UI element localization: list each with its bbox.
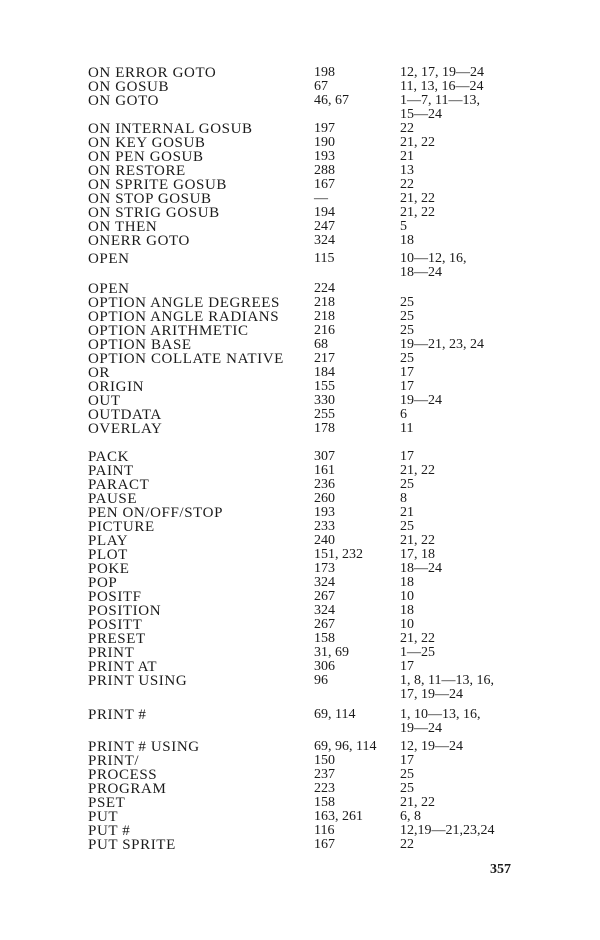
entry-pages: 267 [314, 589, 335, 604]
entry-pages: 306 [314, 659, 335, 674]
entry-keyword: OPTION BASE [88, 337, 192, 353]
entry-keyword: ON INTERNAL GOSUB [88, 121, 253, 137]
entry-tables: 25 [400, 767, 414, 782]
entry-tables: 25 [400, 309, 414, 324]
entry-keyword: POKE [88, 561, 130, 577]
entry-pages: 330 [314, 393, 335, 408]
entry-pages: 184 [314, 365, 335, 380]
entry-tables: 8 [400, 491, 407, 506]
entry-tables: 25 [400, 781, 414, 796]
entry-keyword: PARACT [88, 477, 150, 493]
entry-tables: 21 [400, 149, 414, 164]
entry-pages: 223 [314, 781, 335, 796]
entry-keyword: PUT SPRITE [88, 837, 176, 853]
page-number: 357 [490, 862, 511, 877]
entry-keyword: PROGRAM [88, 781, 167, 797]
entry-keyword: OPTION ANGLE DEGREES [88, 295, 280, 311]
entry-pages: 236 [314, 477, 335, 492]
entry-tables: 22 [400, 121, 414, 136]
entry-keyword: OPEN [88, 251, 130, 267]
entry-tables: 6 [400, 407, 407, 422]
entry-pages: 224 [314, 281, 335, 296]
entry-tables: 1, 8, 11—13, 16, 17, 19—24 [400, 673, 494, 702]
entry-tables: 18 [400, 233, 414, 248]
entry-pages: 233 [314, 519, 335, 534]
entry-keyword: PRINT # USING [88, 739, 200, 755]
entry-keyword: PRINT AT [88, 659, 158, 675]
entry-keyword: ON GOSUB [88, 79, 170, 95]
entry-keyword: ON SPRITE GOSUB [88, 177, 228, 193]
entry-keyword: PRINT USING [88, 673, 188, 689]
entry-pages: 197 [314, 121, 335, 136]
entry-pages: 115 [314, 251, 335, 266]
entry-pages: 193 [314, 505, 335, 520]
entry-tables: 17 [400, 659, 414, 674]
entry-pages: 260 [314, 491, 335, 506]
entry-tables: 18—24 [400, 561, 442, 576]
entry-pages: 151, 232 [314, 547, 363, 562]
entry-keyword: PAUSE [88, 491, 138, 507]
entry-keyword: POSITT [88, 617, 143, 633]
entry-pages: 46, 67 [314, 93, 349, 108]
entry-pages: 267 [314, 617, 335, 632]
entry-keyword: PACK [88, 449, 130, 465]
entry-tables: 25 [400, 351, 414, 366]
entry-pages: 31, 69 [314, 645, 349, 660]
entry-keyword: OR [88, 365, 111, 381]
entry-keyword: OUTDATA [88, 407, 162, 423]
entry-keyword: PRINT/ [88, 753, 140, 769]
entry-pages: 216 [314, 323, 335, 338]
entry-tables: 12, 19—24 [400, 739, 463, 754]
entry-tables: 1, 10—13, 16, 19—24 [400, 707, 481, 736]
entry-keyword: PSET [88, 795, 126, 811]
entry-pages: 198 [314, 65, 335, 80]
entry-tables: 21, 22 [400, 205, 435, 220]
entry-tables: 19—24 [400, 393, 442, 408]
entry-pages: 155 [314, 379, 335, 394]
entry-pages: 217 [314, 351, 335, 366]
entry-keyword: PICTURE [88, 519, 155, 535]
entry-keyword: ON THEN [88, 219, 158, 235]
entry-tables: 21, 22 [400, 191, 435, 206]
entry-pages: 68 [314, 337, 328, 352]
entry-tables: 5 [400, 219, 407, 234]
entry-tables: 18 [400, 603, 414, 618]
entry-pages: 69, 96, 114 [314, 739, 377, 754]
entry-pages: 167 [314, 177, 335, 192]
entry-tables: 13 [400, 163, 414, 178]
entry-pages: 324 [314, 575, 335, 590]
entry-tables: 1—25 [400, 645, 435, 660]
entry-pages: 190 [314, 135, 335, 150]
entry-tables: 25 [400, 323, 414, 338]
entry-keyword: PUT [88, 809, 119, 825]
entry-tables: 19—21, 23, 24 [400, 337, 484, 352]
entry-keyword: OPTION ANGLE RADIANS [88, 309, 280, 325]
entry-tables: 17 [400, 449, 414, 464]
entry-tables: 21, 22 [400, 795, 435, 810]
entry-tables: 22 [400, 837, 414, 852]
entry-pages: 194 [314, 205, 335, 220]
entry-pages: 307 [314, 449, 335, 464]
entry-keyword: POSITION [88, 603, 162, 619]
entry-keyword: PRINT # [88, 707, 147, 723]
entry-tables: 12,19—21,23,24 [400, 823, 495, 838]
entry-tables: 10—12, 16, 18—24 [400, 251, 467, 280]
entry-tables: 17 [400, 753, 414, 768]
entry-pages: 255 [314, 407, 335, 422]
entry-keyword: ONERR GOTO [88, 233, 190, 249]
entry-keyword: OPTION ARITHMETIC [88, 323, 249, 339]
entry-pages: 193 [314, 149, 335, 164]
entry-keyword: PRINT [88, 645, 135, 661]
entry-pages: 163, 261 [314, 809, 363, 824]
entry-keyword: OPTION COLLATE NATIVE [88, 351, 284, 367]
entry-tables: 17, 18 [400, 547, 435, 562]
entry-keyword: ON STOP GOSUB [88, 191, 212, 207]
entry-keyword: ON PEN GOSUB [88, 149, 204, 165]
entry-tables: 11 [400, 421, 414, 436]
entry-pages: 116 [314, 823, 335, 838]
entry-keyword: PLAY [88, 533, 129, 549]
entry-keyword: ON GOTO [88, 93, 160, 109]
entry-keyword: OUT [88, 393, 121, 409]
entry-pages: 218 [314, 295, 335, 310]
entry-tables: 21, 22 [400, 533, 435, 548]
entry-pages: — [314, 191, 328, 206]
entry-keyword: PLOT [88, 547, 128, 563]
entry-pages: 324 [314, 603, 335, 618]
entry-tables: 21 [400, 505, 414, 520]
entry-keyword: ON KEY GOSUB [88, 135, 206, 151]
entry-tables: 17 [400, 365, 414, 380]
entry-tables: 25 [400, 477, 414, 492]
entry-pages: 173 [314, 561, 335, 576]
entry-keyword: PRESET [88, 631, 146, 647]
entry-tables: 12, 17, 19—24 [400, 65, 484, 80]
entry-tables: 25 [400, 295, 414, 310]
entry-keyword: ON STRIG GOSUB [88, 205, 220, 221]
entry-pages: 218 [314, 309, 335, 324]
entry-pages: 161 [314, 463, 335, 478]
entry-tables: 17 [400, 379, 414, 394]
entry-pages: 158 [314, 795, 335, 810]
entry-tables: 1—7, 11—13, 15—24 [400, 93, 480, 122]
entry-keyword: POP [88, 575, 118, 591]
entry-tables: 10 [400, 617, 414, 632]
entry-keyword: ORIGIN [88, 379, 145, 395]
entry-keyword: PAINT [88, 463, 134, 479]
entry-tables: 21, 22 [400, 631, 435, 646]
entry-tables: 10 [400, 589, 414, 604]
entry-keyword: OPEN [88, 281, 130, 297]
entry-keyword: PUT # [88, 823, 131, 839]
entry-pages: 240 [314, 533, 335, 548]
entry-pages: 158 [314, 631, 335, 646]
entry-pages: 237 [314, 767, 335, 782]
entry-tables: 18 [400, 575, 414, 590]
entry-pages: 247 [314, 219, 335, 234]
entry-pages: 324 [314, 233, 335, 248]
entry-keyword: ON RESTORE [88, 163, 186, 179]
entry-pages: 288 [314, 163, 335, 178]
entry-pages: 69, 114 [314, 707, 356, 722]
entry-tables: 6, 8 [400, 809, 421, 824]
entry-pages: 96 [314, 673, 328, 688]
entry-keyword: OVERLAY [88, 421, 163, 437]
entry-tables: 21, 22 [400, 463, 435, 478]
entry-tables: 25 [400, 519, 414, 534]
entry-pages: 167 [314, 837, 335, 852]
entry-keyword: ON ERROR GOTO [88, 65, 217, 81]
entry-tables: 21, 22 [400, 135, 435, 150]
entry-tables: 22 [400, 177, 414, 192]
entry-pages: 150 [314, 753, 335, 768]
entry-keyword: PEN ON/OFF/STOP [88, 505, 224, 521]
entry-pages: 67 [314, 79, 328, 94]
entry-keyword: POSITF [88, 589, 142, 605]
entry-tables: 11, 13, 16—24 [400, 79, 484, 94]
entry-pages: 178 [314, 421, 335, 436]
entry-keyword: PROCESS [88, 767, 158, 783]
